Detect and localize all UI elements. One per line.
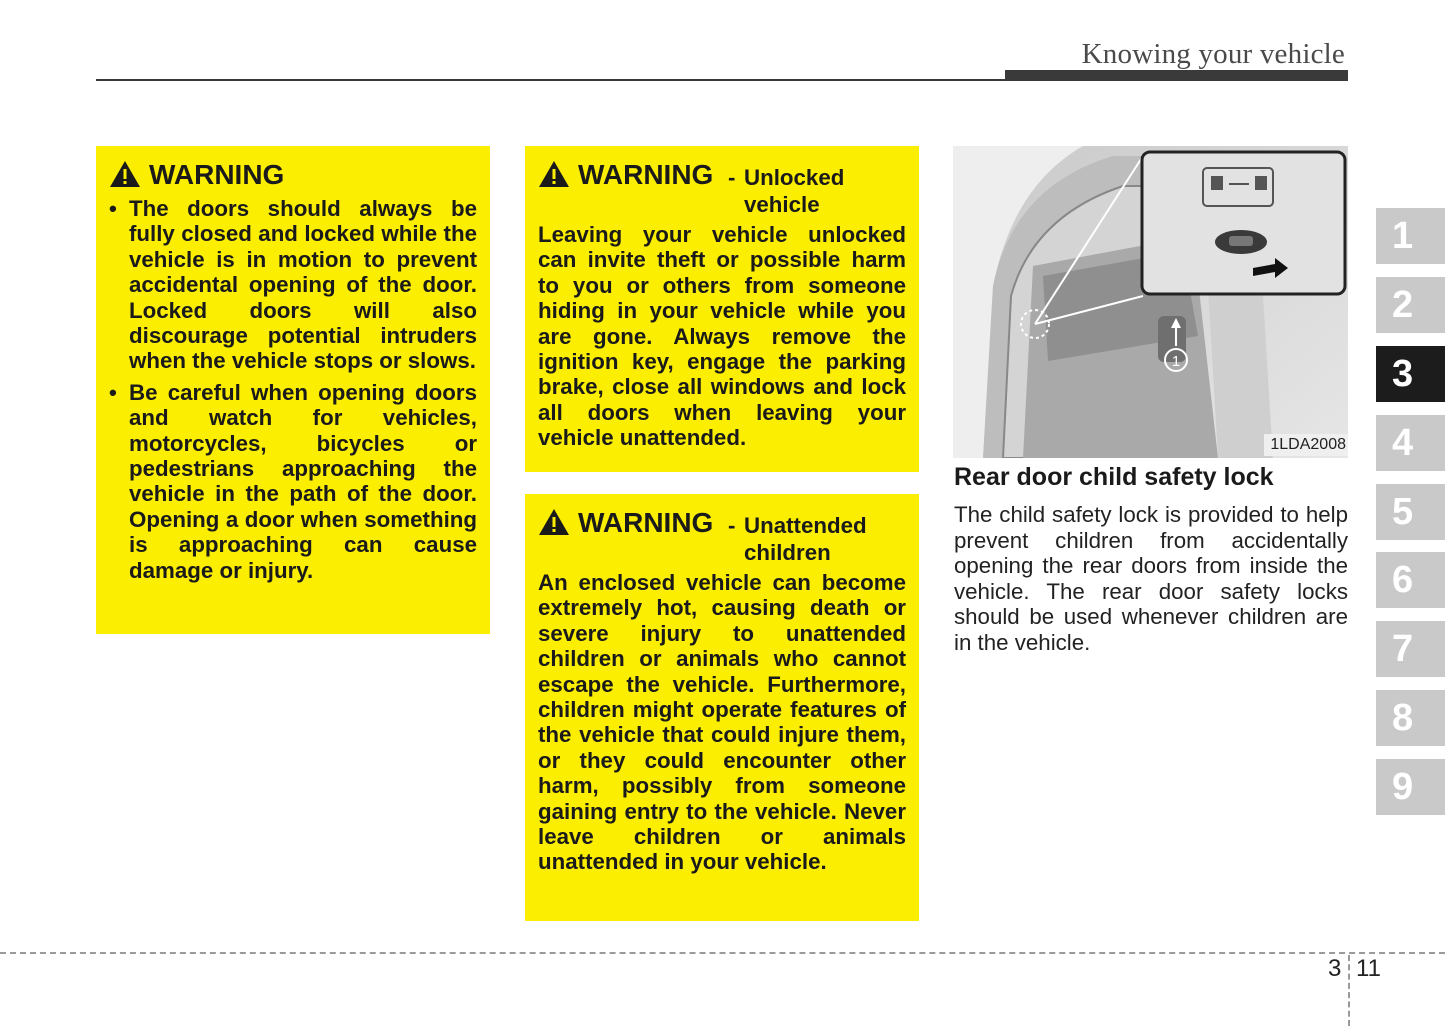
warning-subtitle-line2: children — [744, 540, 831, 565]
warning-subtitle-line1: Unattended — [744, 513, 867, 538]
figure-code: 1LDA2008 — [1264, 434, 1348, 456]
warning-header — [538, 158, 906, 218]
warning-body: Leaving your vehicle unlocked can invite theft or possible harm to you or others from someone hiding in your vehicle while you are gone. Always remove the ignition key, engage the parking brake, close all windows and lock all doors when leaving your vehicle unattended. — [538, 222, 906, 451]
warning-box-unattended-children — [525, 494, 919, 921]
warning-label: WARNING — [578, 507, 714, 538]
chapter-tab-4[interactable]: 4 — [1376, 415, 1445, 471]
chapter-tab-2[interactable]: 2 — [1376, 277, 1445, 333]
rear-door-illustration — [953, 146, 1348, 458]
warning-subtitle-line2: vehicle — [744, 192, 820, 217]
warning-triangle-icon — [538, 508, 570, 536]
warning-subtitle — [728, 164, 845, 218]
warning-header — [109, 158, 477, 192]
warning-label: WARNING — [149, 159, 285, 190]
chapter-tab-3[interactable]: 3 — [1376, 346, 1445, 402]
section-title: Rear door child safety lock — [954, 463, 1274, 491]
warning-subtitle — [728, 512, 867, 566]
chapter-tab-5[interactable]: 5 — [1376, 484, 1445, 540]
warning-label: WARNING — [578, 159, 714, 190]
warning-header — [538, 506, 906, 566]
footer-rule — [0, 952, 1445, 954]
header-rule-accent — [1005, 70, 1348, 81]
chapter-tab-7[interactable]: 7 — [1376, 621, 1445, 677]
warning-subtitle-dash: - — [728, 513, 736, 538]
chapter-tab-9[interactable]: 9 — [1376, 759, 1445, 815]
chapter-tab-6[interactable]: 6 — [1376, 552, 1445, 608]
warning-box-doors — [96, 146, 490, 634]
rear-door-photo — [953, 146, 1348, 458]
warning-body: An enclosed vehicle can become extremely hot, causing death or severe injury to unattended children or animals who cannot escape the vehicle. Furthermore, children might operate features of the vehicle that could injure them, or they could encounter other harm, possibly from someone gaining entry to the vehicle. Never leave children or animals unattended in your vehicle. — [538, 570, 906, 875]
warning-triangle-icon — [109, 160, 141, 188]
warning-subtitle-dash: - — [728, 165, 736, 190]
callout-number: 1 — [1171, 353, 1181, 370]
warning-bullet-list — [109, 196, 477, 583]
chapter-tab-8[interactable]: 8 — [1376, 690, 1445, 746]
warning-box-unlocked-vehicle — [525, 146, 919, 472]
footer-page-number: 11 — [1356, 955, 1381, 982]
warning-bullet: • The doors should always be fully closed and locked while the vehicle is in motion to prevent accidental opening of the door. Locked doors will also discourage potential intruders when the vehicle stops or slows. — [109, 196, 477, 374]
warning-subtitle-line1: Unlocked — [744, 165, 845, 190]
footer-chapter-number: 3 — [1328, 955, 1342, 982]
warning-triangle-icon — [538, 160, 570, 188]
chapter-tab-1[interactable]: 1 — [1376, 208, 1445, 264]
warning-bullet: • Be careful when opening doors and watch for vehicles, motorcycles, bicycles or pedestrians approaching the vehicle in the path of the door. Opening a door when something is approaching can cause damage or injury. — [109, 380, 477, 583]
section-body: The child safety lock is provided to help prevent children from accidentally opening the rear doors from inside the vehicle. The rear door safety locks should be used whenever children are in the vehicle. — [954, 502, 1348, 655]
running-header: Knowing your vehicle — [1081, 38, 1345, 70]
footer-divider — [1348, 955, 1350, 1026]
